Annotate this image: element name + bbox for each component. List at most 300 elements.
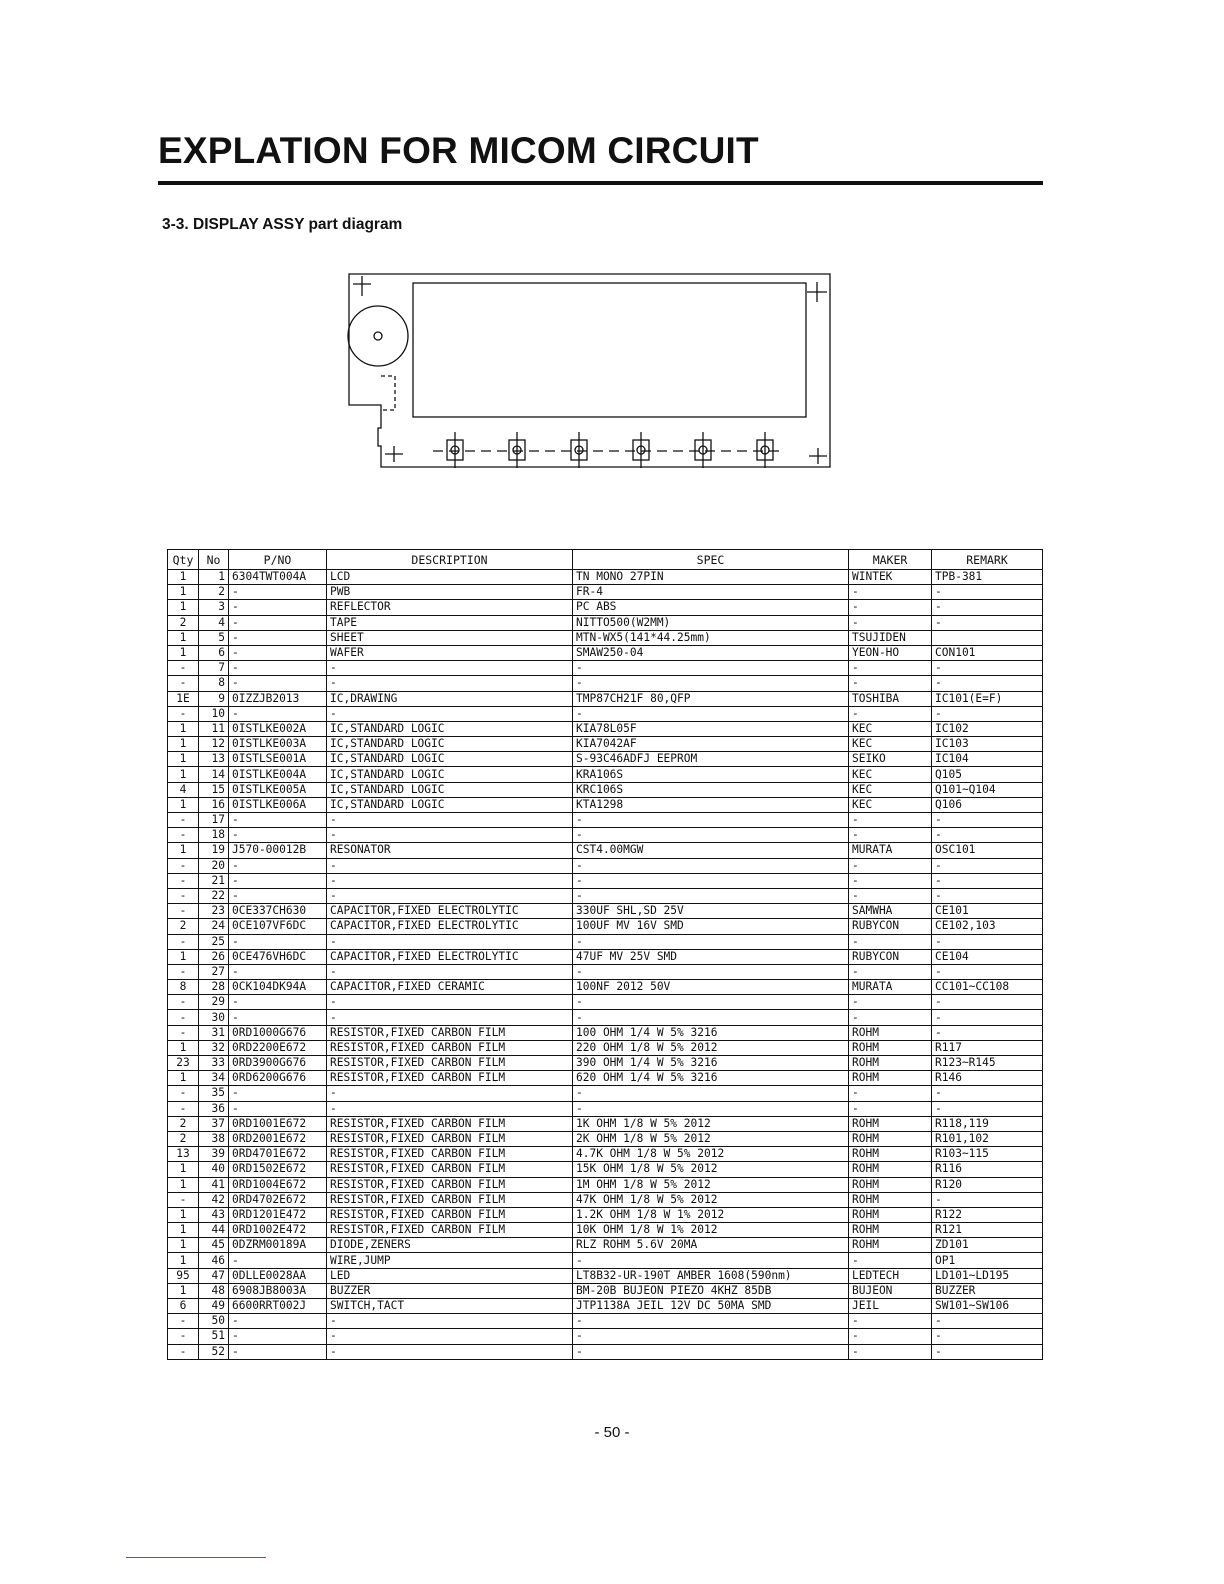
cell-description: - bbox=[327, 964, 573, 979]
cell-maker: - bbox=[849, 1314, 932, 1329]
cell-pno: - bbox=[229, 1101, 327, 1116]
cell-remark: R120 bbox=[932, 1177, 1043, 1192]
cell-qty: - bbox=[168, 873, 199, 888]
cell-no: 15 bbox=[199, 782, 229, 797]
cell-no: 34 bbox=[199, 1071, 229, 1086]
parts-table bbox=[167, 549, 1043, 1360]
cell-description: - bbox=[327, 1086, 573, 1101]
cell-no: 25 bbox=[199, 934, 229, 949]
cell-qty: - bbox=[168, 995, 199, 1010]
cell-remark: - bbox=[932, 813, 1043, 828]
cell-pno: 6908JB8003A bbox=[229, 1283, 327, 1298]
table-row bbox=[168, 570, 1043, 585]
cell-description: WIRE,JUMP bbox=[327, 1253, 573, 1268]
cell-description: RESISTOR,FIXED CARBON FILM bbox=[327, 1192, 573, 1207]
cell-pno: - bbox=[229, 585, 327, 600]
cell-description: BUZZER bbox=[327, 1283, 573, 1298]
table-row bbox=[168, 706, 1043, 721]
cell-description: WAFER bbox=[327, 645, 573, 660]
cell-qty: 1 bbox=[168, 1162, 199, 1177]
cell-description: CAPACITOR,FIXED ELECTROLYTIC bbox=[327, 949, 573, 964]
cell-remark: CON101 bbox=[932, 645, 1043, 660]
cell-spec: S-93C46ADFJ EEPROM bbox=[573, 752, 849, 767]
cell-maker: ROHM bbox=[849, 1116, 932, 1131]
cell-no: 36 bbox=[199, 1101, 229, 1116]
cell-maker: SAMWHA bbox=[849, 904, 932, 919]
table-row bbox=[168, 1344, 1043, 1359]
cell-maker: ROHM bbox=[849, 1238, 932, 1253]
cell-remark: IC104 bbox=[932, 752, 1043, 767]
cell-pno: - bbox=[229, 1314, 327, 1329]
cell-description: TAPE bbox=[327, 615, 573, 630]
cell-remark: Q101~Q104 bbox=[932, 782, 1043, 797]
cell-spec: MTN-WX5(141*44.25mm) bbox=[573, 630, 849, 645]
cell-qty: 1 bbox=[168, 1207, 199, 1222]
table-row bbox=[168, 797, 1043, 812]
cell-description: RESISTOR,FIXED CARBON FILM bbox=[327, 1162, 573, 1177]
cell-qty: 8 bbox=[168, 980, 199, 995]
cell-spec: - bbox=[573, 934, 849, 949]
cell-remark: ZD101 bbox=[932, 1238, 1043, 1253]
cell-spec: - bbox=[573, 1344, 849, 1359]
cell-qty: 1 bbox=[168, 600, 199, 615]
cell-no: 28 bbox=[199, 980, 229, 995]
cell-spec: CST4.00MGW bbox=[573, 843, 849, 858]
cell-pno: J570-00012B bbox=[229, 843, 327, 858]
cell-pno: 0RD2001E672 bbox=[229, 1131, 327, 1146]
cell-qty: 1 bbox=[168, 797, 199, 812]
cell-qty: 1 bbox=[168, 1238, 199, 1253]
cell-no: 32 bbox=[199, 1040, 229, 1055]
cell-maker: - bbox=[849, 1344, 932, 1359]
cell-no: 23 bbox=[199, 904, 229, 919]
table-row bbox=[168, 1086, 1043, 1101]
cell-maker: - bbox=[849, 813, 932, 828]
cell-description: CAPACITOR,FIXED ELECTROLYTIC bbox=[327, 919, 573, 934]
cell-spec: - bbox=[573, 676, 849, 691]
table-row bbox=[168, 1116, 1043, 1131]
cell-pno: - bbox=[229, 995, 327, 1010]
cell-spec: - bbox=[573, 888, 849, 903]
cell-pno: - bbox=[229, 706, 327, 721]
cell-remark: Q105 bbox=[932, 767, 1043, 782]
cell-pno: 6600RRT002J bbox=[229, 1299, 327, 1314]
cell-spec: 100NF 2012 50V bbox=[573, 980, 849, 995]
cell-spec: - bbox=[573, 1253, 849, 1268]
cell-no: 21 bbox=[199, 873, 229, 888]
table-row bbox=[168, 1162, 1043, 1177]
cell-qty: 13 bbox=[168, 1147, 199, 1162]
cell-no: 24 bbox=[199, 919, 229, 934]
header-qty: Qty bbox=[168, 550, 199, 570]
cell-pno: - bbox=[229, 1086, 327, 1101]
cell-maker: WINTEK bbox=[849, 570, 932, 585]
cell-qty: 1 bbox=[168, 752, 199, 767]
cell-remark: CE104 bbox=[932, 949, 1043, 964]
cell-qty: - bbox=[168, 1314, 199, 1329]
cell-pno: 0RD1004E672 bbox=[229, 1177, 327, 1192]
table-row bbox=[168, 1056, 1043, 1071]
cell-pno: 0RD1201E472 bbox=[229, 1207, 327, 1222]
cell-remark: TPB-381 bbox=[932, 570, 1043, 585]
cell-pno: - bbox=[229, 1253, 327, 1268]
cell-description: IC,STANDARD LOGIC bbox=[327, 782, 573, 797]
cell-maker: - bbox=[849, 995, 932, 1010]
cell-maker: - bbox=[849, 1253, 932, 1268]
cell-qty: - bbox=[168, 888, 199, 903]
cell-maker: LEDTECH bbox=[849, 1268, 932, 1283]
cell-qty: 1 bbox=[168, 1253, 199, 1268]
table-row bbox=[168, 752, 1043, 767]
cell-spec: KRA106S bbox=[573, 767, 849, 782]
cell-spec: 390 OHM 1/4 W 5% 3216 bbox=[573, 1056, 849, 1071]
cell-description: RESISTOR,FIXED CARBON FILM bbox=[327, 1071, 573, 1086]
cell-qty: 2 bbox=[168, 1131, 199, 1146]
cell-maker: ROHM bbox=[849, 1056, 932, 1071]
cell-remark: CC101~CC108 bbox=[932, 980, 1043, 995]
cell-no: 46 bbox=[199, 1253, 229, 1268]
table-row bbox=[168, 995, 1043, 1010]
cell-spec: - bbox=[573, 813, 849, 828]
cell-maker: - bbox=[849, 1086, 932, 1101]
cell-spec: 220 OHM 1/8 W 5% 2012 bbox=[573, 1040, 849, 1055]
cell-remark: - bbox=[932, 1101, 1043, 1116]
cell-pno: 0DZRM00189A bbox=[229, 1238, 327, 1253]
cell-no: 37 bbox=[199, 1116, 229, 1131]
cell-pno: 0RD1502E672 bbox=[229, 1162, 327, 1177]
cell-pno: 0ISTLKE004A bbox=[229, 767, 327, 782]
cell-no: 3 bbox=[199, 600, 229, 615]
cell-no: 13 bbox=[199, 752, 229, 767]
cell-description: - bbox=[327, 661, 573, 676]
cell-no: 7 bbox=[199, 661, 229, 676]
table-row bbox=[168, 721, 1043, 736]
cell-qty: - bbox=[168, 1192, 199, 1207]
cell-qty: - bbox=[168, 858, 199, 873]
cell-maker: KEC bbox=[849, 782, 932, 797]
cell-maker: - bbox=[849, 1329, 932, 1344]
cell-description: RESISTOR,FIXED CARBON FILM bbox=[327, 1116, 573, 1131]
cell-no: 31 bbox=[199, 1025, 229, 1040]
display-assy-diagram bbox=[345, 270, 835, 475]
section-heading: 3-3. DISPLAY ASSY part diagram bbox=[162, 216, 403, 233]
table-row bbox=[168, 828, 1043, 843]
cell-pno: 6304TWT004A bbox=[229, 570, 327, 585]
cell-no: 52 bbox=[199, 1344, 229, 1359]
cell-qty: 1 bbox=[168, 1177, 199, 1192]
cell-pno: - bbox=[229, 600, 327, 615]
table-row bbox=[168, 1025, 1043, 1040]
cell-spec: - bbox=[573, 1101, 849, 1116]
cell-maker: KEC bbox=[849, 767, 932, 782]
cell-description: - bbox=[327, 1101, 573, 1116]
cell-description: - bbox=[327, 995, 573, 1010]
table-row bbox=[168, 1238, 1043, 1253]
cell-no: 11 bbox=[199, 721, 229, 736]
cell-remark: - bbox=[932, 600, 1043, 615]
cell-no: 5 bbox=[199, 630, 229, 645]
cell-qty: 1 bbox=[168, 843, 199, 858]
cell-spec: LT8B32-UR-190T AMBER 1608(590nm) bbox=[573, 1268, 849, 1283]
cell-no: 12 bbox=[199, 737, 229, 752]
cell-description: SWITCH,TACT bbox=[327, 1299, 573, 1314]
cell-remark bbox=[932, 630, 1043, 645]
cell-maker: - bbox=[849, 585, 932, 600]
cell-remark: R146 bbox=[932, 1071, 1043, 1086]
cell-no: 45 bbox=[199, 1238, 229, 1253]
cell-pno: - bbox=[229, 661, 327, 676]
cell-qty: - bbox=[168, 1010, 199, 1025]
cell-no: 43 bbox=[199, 1207, 229, 1222]
cell-maker: ROHM bbox=[849, 1162, 932, 1177]
page-title: EXPLATION FOR MICOM CIRCUIT bbox=[158, 130, 759, 171]
cell-spec: - bbox=[573, 706, 849, 721]
cell-description: IC,STANDARD LOGIC bbox=[327, 797, 573, 812]
cell-remark: R103~115 bbox=[932, 1147, 1043, 1162]
cell-remark: - bbox=[932, 1329, 1043, 1344]
table-row bbox=[168, 964, 1043, 979]
cell-remark: CE102,103 bbox=[932, 919, 1043, 934]
cell-qty: 1E bbox=[168, 691, 199, 706]
cell-pno: - bbox=[229, 934, 327, 949]
cell-spec: TN MONO 27PIN bbox=[573, 570, 849, 585]
cell-description: CAPACITOR,FIXED CERAMIC bbox=[327, 980, 573, 995]
cell-spec: 1.2K OHM 1/8 W 1% 2012 bbox=[573, 1207, 849, 1222]
cell-remark: - bbox=[932, 676, 1043, 691]
cell-maker: KEC bbox=[849, 737, 932, 752]
cell-spec: KRC106S bbox=[573, 782, 849, 797]
cell-qty: - bbox=[168, 1344, 199, 1359]
cell-no: 10 bbox=[199, 706, 229, 721]
cell-qty: - bbox=[168, 1329, 199, 1344]
cell-remark: IC103 bbox=[932, 737, 1043, 752]
cell-remark: - bbox=[932, 1344, 1043, 1359]
cell-pno: 0RD1000G676 bbox=[229, 1025, 327, 1040]
table-row bbox=[168, 1040, 1043, 1055]
cell-qty: 1 bbox=[168, 1040, 199, 1055]
cell-maker: ROHM bbox=[849, 1177, 932, 1192]
cell-description: RESISTOR,FIXED CARBON FILM bbox=[327, 1207, 573, 1222]
cell-maker: KEC bbox=[849, 797, 932, 812]
cell-remark: - bbox=[932, 615, 1043, 630]
cell-pno: - bbox=[229, 615, 327, 630]
cell-qty: 1 bbox=[168, 1283, 199, 1298]
cell-qty: 1 bbox=[168, 721, 199, 736]
cell-description: RESISTOR,FIXED CARBON FILM bbox=[327, 1147, 573, 1162]
cell-pno: - bbox=[229, 813, 327, 828]
cell-pno: 0RD4702E672 bbox=[229, 1192, 327, 1207]
table-row bbox=[168, 980, 1043, 995]
cell-remark: R122 bbox=[932, 1207, 1043, 1222]
cell-remark: - bbox=[932, 888, 1043, 903]
cell-remark: - bbox=[932, 873, 1043, 888]
cell-qty: 1 bbox=[168, 767, 199, 782]
cell-maker: ROHM bbox=[849, 1207, 932, 1222]
cell-pno: 0RD1002E472 bbox=[229, 1223, 327, 1238]
cell-no: 44 bbox=[199, 1223, 229, 1238]
cell-qty: 2 bbox=[168, 615, 199, 630]
cell-spec: JTP1138A JEIL 12V DC 50MA SMD bbox=[573, 1299, 849, 1314]
cell-pno: 0ISTLSE001A bbox=[229, 752, 327, 767]
cell-remark: CE101 bbox=[932, 904, 1043, 919]
cell-qty: 1 bbox=[168, 585, 199, 600]
cell-description: LCD bbox=[327, 570, 573, 585]
cell-spec: - bbox=[573, 858, 849, 873]
cell-description: - bbox=[327, 676, 573, 691]
cell-spec: - bbox=[573, 1010, 849, 1025]
cell-description: IC,DRAWING bbox=[327, 691, 573, 706]
cell-pno: 0DLLE0028AA bbox=[229, 1268, 327, 1283]
cell-spec: - bbox=[573, 964, 849, 979]
cell-pno: - bbox=[229, 873, 327, 888]
cell-maker: ROHM bbox=[849, 1071, 932, 1086]
cell-maker: - bbox=[849, 676, 932, 691]
cell-description: - bbox=[327, 873, 573, 888]
cell-pno: 0ISTLKE002A bbox=[229, 721, 327, 736]
cell-pno: 0CK104DK94A bbox=[229, 980, 327, 995]
cell-qty: 1 bbox=[168, 949, 199, 964]
cell-remark: R117 bbox=[932, 1040, 1043, 1055]
cell-description: RESISTOR,FIXED CARBON FILM bbox=[327, 1056, 573, 1071]
table-row bbox=[168, 691, 1043, 706]
cell-description: - bbox=[327, 888, 573, 903]
cell-description: IC,STANDARD LOGIC bbox=[327, 752, 573, 767]
cell-maker: - bbox=[849, 888, 932, 903]
cell-remark: LD101~LD195 bbox=[932, 1268, 1043, 1283]
table-header-row bbox=[168, 550, 1043, 570]
cell-pno: - bbox=[229, 888, 327, 903]
header-pno: P/NO bbox=[229, 550, 327, 570]
cell-pno: - bbox=[229, 676, 327, 691]
cell-no: 1 bbox=[199, 570, 229, 585]
cell-no: 41 bbox=[199, 1177, 229, 1192]
cell-no: 27 bbox=[199, 964, 229, 979]
cell-description: PWB bbox=[327, 585, 573, 600]
cell-pno: 0RD1001E672 bbox=[229, 1116, 327, 1131]
cell-no: 51 bbox=[199, 1329, 229, 1344]
cell-spec: 1M OHM 1/8 W 5% 2012 bbox=[573, 1177, 849, 1192]
cell-maker: RUBYCON bbox=[849, 949, 932, 964]
cell-maker: ROHM bbox=[849, 1025, 932, 1040]
cell-maker: - bbox=[849, 934, 932, 949]
cell-remark: BUZZER bbox=[932, 1283, 1043, 1298]
cell-pno: 0CE107VF6DC bbox=[229, 919, 327, 934]
table-row bbox=[168, 585, 1043, 600]
cell-remark: - bbox=[932, 706, 1043, 721]
cell-description: RESISTOR,FIXED CARBON FILM bbox=[327, 1040, 573, 1055]
table-row bbox=[168, 661, 1043, 676]
cell-no: 47 bbox=[199, 1268, 229, 1283]
cell-remark: - bbox=[932, 1192, 1043, 1207]
cell-maker: BUJEON bbox=[849, 1283, 932, 1298]
cell-remark: - bbox=[932, 995, 1043, 1010]
cell-qty: 4 bbox=[168, 782, 199, 797]
cell-remark: - bbox=[932, 1010, 1043, 1025]
cell-no: 42 bbox=[199, 1192, 229, 1207]
cell-maker: RUBYCON bbox=[849, 919, 932, 934]
cell-no: 35 bbox=[199, 1086, 229, 1101]
cell-qty: - bbox=[168, 661, 199, 676]
cell-spec: BM-20B BUJEON PIEZO 4KHZ 85DB bbox=[573, 1283, 849, 1298]
cell-no: 29 bbox=[199, 995, 229, 1010]
table-row bbox=[168, 1329, 1043, 1344]
cell-description: RESISTOR,FIXED CARBON FILM bbox=[327, 1223, 573, 1238]
cell-no: 19 bbox=[199, 843, 229, 858]
cell-maker: - bbox=[849, 964, 932, 979]
header-remark: REMARK bbox=[932, 550, 1043, 570]
cell-maker: MURATA bbox=[849, 843, 932, 858]
table-row bbox=[168, 949, 1043, 964]
cell-remark: R101,102 bbox=[932, 1131, 1043, 1146]
cell-no: 16 bbox=[199, 797, 229, 812]
cell-remark: - bbox=[932, 585, 1043, 600]
header-no: No bbox=[199, 550, 229, 570]
cell-remark: - bbox=[932, 1025, 1043, 1040]
cell-no: 17 bbox=[199, 813, 229, 828]
cell-remark: IC101(E=F) bbox=[932, 691, 1043, 706]
cell-description: IC,STANDARD LOGIC bbox=[327, 767, 573, 782]
cell-maker: ROHM bbox=[849, 1192, 932, 1207]
cell-pno: 0IZZJB2013 bbox=[229, 691, 327, 706]
cell-spec: RLZ ROHM 5.6V 20MA bbox=[573, 1238, 849, 1253]
cell-qty: 1 bbox=[168, 630, 199, 645]
header-spec: SPEC bbox=[573, 550, 849, 570]
cell-maker: MURATA bbox=[849, 980, 932, 995]
cell-qty: - bbox=[168, 904, 199, 919]
cell-pno: 0CE476VH6DC bbox=[229, 949, 327, 964]
cell-spec: NITTO500(W2MM) bbox=[573, 615, 849, 630]
cell-pno: - bbox=[229, 630, 327, 645]
cell-maker: YEON-HO bbox=[849, 645, 932, 660]
cell-pno: - bbox=[229, 1010, 327, 1025]
cell-maker: - bbox=[849, 858, 932, 873]
table-row bbox=[168, 813, 1043, 828]
cell-pno: 0RD2200E672 bbox=[229, 1040, 327, 1055]
cell-remark: R123~R145 bbox=[932, 1056, 1043, 1071]
cell-maker: ROHM bbox=[849, 1131, 932, 1146]
cell-maker: - bbox=[849, 706, 932, 721]
cell-description: - bbox=[327, 706, 573, 721]
cell-qty: 1 bbox=[168, 645, 199, 660]
cell-no: 2 bbox=[199, 585, 229, 600]
cell-qty: - bbox=[168, 934, 199, 949]
cell-no: 33 bbox=[199, 1056, 229, 1071]
cell-maker: ROHM bbox=[849, 1223, 932, 1238]
table-row bbox=[168, 1071, 1043, 1086]
cell-spec: KTA1298 bbox=[573, 797, 849, 812]
cell-description: RESISTOR,FIXED CARBON FILM bbox=[327, 1177, 573, 1192]
cell-maker: JEIL bbox=[849, 1299, 932, 1314]
cell-spec: PC ABS bbox=[573, 600, 849, 615]
table-row bbox=[168, 1253, 1043, 1268]
cell-qty: - bbox=[168, 676, 199, 691]
table-row bbox=[168, 1268, 1043, 1283]
table-row bbox=[168, 600, 1043, 615]
cell-pno: - bbox=[229, 964, 327, 979]
cell-description: RESONATOR bbox=[327, 843, 573, 858]
cell-description: - bbox=[327, 813, 573, 828]
cell-description: SHEET bbox=[327, 630, 573, 645]
title-underline bbox=[158, 181, 1043, 185]
cell-no: 26 bbox=[199, 949, 229, 964]
table-row bbox=[168, 1223, 1043, 1238]
cell-remark: Q106 bbox=[932, 797, 1043, 812]
cell-qty: - bbox=[168, 706, 199, 721]
table-row bbox=[168, 615, 1043, 630]
table-row bbox=[168, 676, 1043, 691]
cell-remark: - bbox=[932, 858, 1043, 873]
cell-spec: KIA78L05F bbox=[573, 721, 849, 736]
